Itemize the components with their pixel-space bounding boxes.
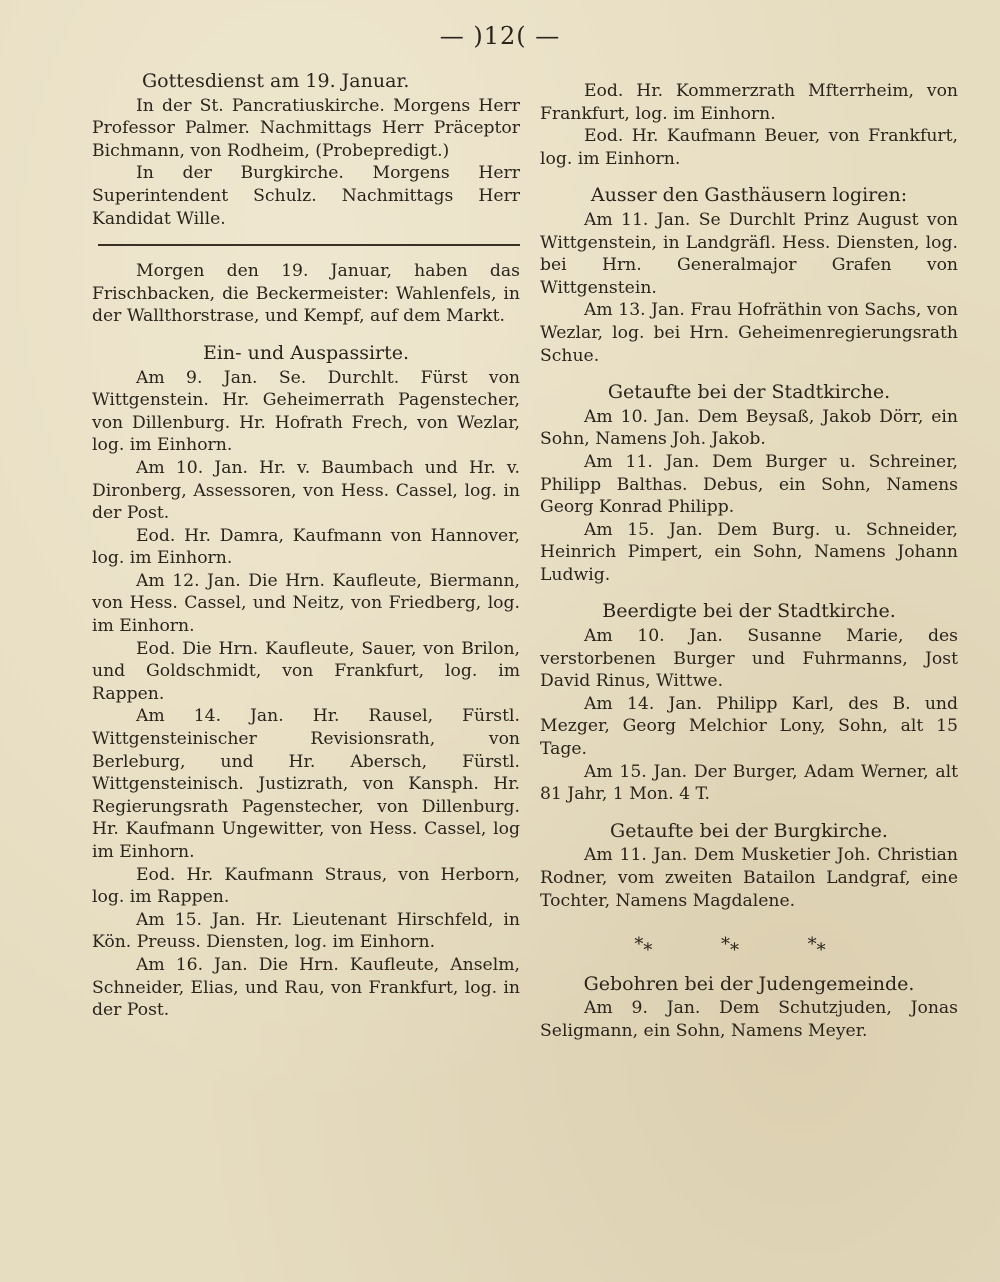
divider-rule <box>98 244 520 246</box>
asterism-mark: *⁎ <box>807 934 826 956</box>
paragraph: Eod. Hr. Kaufmann Straus, von Herborn, log. im Rappen. <box>92 864 520 908</box>
paragraph: Am 15. Jan. Hr. Lieutenant Hirschfeld, in Kön. Preuss. Diensten, log. im Einhorn. <box>92 909 520 953</box>
section-getaufte-stadtkirche <box>540 381 958 586</box>
asterism-mark: *⁎ <box>634 934 653 956</box>
paragraph: Am 10. Jan. Hr. v. Baumbach und Hr. v. Dironberg, Assessoren, von Hess. Cassel, log. in der Post. <box>92 457 520 524</box>
paragraph: Am 15. Jan. Dem Burg. u. Schneider, Heinrich Pimpert, ein Sohn, Namens Johann Ludwig. <box>540 519 958 585</box>
paragraph: Eod. Hr. Kaufmann Beuer, von Frankfurt, log. im Einhorn. <box>540 126 958 169</box>
paragraph: Am 11. Jan. Dem Musketier Joh. Christian Rodner, vom zweiten Batailon Landgraf, eine Tochter, Namens Magdalene. <box>540 845 958 911</box>
paragraph: Am 9. Jan. Dem Schutzjuden, Jonas Seligmann, ein Sohn, Namens Meyer. <box>540 998 958 1041</box>
section-passirte <box>92 342 520 1022</box>
section-heading: Ausser den Gasthäusern logiren: <box>590 184 908 207</box>
section-heading: Ein- und Auspassirte. <box>202 341 410 364</box>
section-judengemeinde <box>540 973 958 1043</box>
paragraph: Am 14. Jan. Hr. Rausel, Fürstl. Wittgensteinischer Revisionsrath, von Berleburg, und Hr. Abersch, Fürstl. Wittgensteinisch. Justizrath, von Kansph. Hr. Regierungsrath Pagenstecher, von Dillenburg. Hr. Kaufmann Ungewitter, von Hess. Cassel, log im Einhorn. <box>92 706 520 862</box>
section-heading: Gebohren bei der Judengemeinde. <box>583 972 915 995</box>
paragraph: Eod. Die Hrn. Kaufleute, Sauer, von Brilon, und Goldschmidt, von Frankfurt, log. im Rappen. <box>92 638 520 704</box>
section-continued <box>540 80 958 170</box>
paragraph: Am 13. Jan. Frau Hofräthin von Sachs, von Wezlar, log. bei Hrn. Geheimenregierungsrath Schue. <box>540 300 958 366</box>
section-heading: Gottesdienst am 19. Januar. <box>142 70 410 92</box>
paragraph: In der St. Pancratiuskirche. Morgens Herr Professor Palmer. Nachmittags Herr Präceptor Bichmann, von Rodheim, (Probepredigt.) <box>92 95 520 161</box>
section-heading: Getaufte bei der Burgkirche. <box>610 819 888 842</box>
paragraph: Eod. Hr. Kommerzrath Mfterrheim, von Frankfurt, log. im Einhorn. <box>540 81 958 124</box>
paragraph: Eod. Hr. Damra, Kaufmann von Hannover, log. im Einhorn. <box>92 525 520 569</box>
section-heading: Getaufte bei der Stadtkirche. <box>607 381 891 404</box>
page-number: — )12( — <box>439 22 561 50</box>
section-heading: Beerdigte bei der Stadtkirche. <box>602 600 896 623</box>
paragraph: Am 16. Jan. Die Hrn. Kaufleute, Anselm, Schneider, Elias, und Rau, von Frankfurt, log. in der Post. <box>92 954 520 1021</box>
paragraph: Am 14. Jan. Philipp Karl, des B. und Mezger, Georg Melchior Lony, Sohn, alt 15 Tage. <box>540 693 958 760</box>
paragraph: Am 15. Jan. Der Burger, Adam Werner, alt 81 Jahr, 1 Mon. 4 T. <box>540 761 958 805</box>
section-beerdigte-stadtkirche <box>540 600 958 805</box>
left-column <box>92 70 520 1036</box>
paragraph: Am 11. Jan. Dem Burger u. Schreiner, Philipp Balthas. Debus, ein Sohn, Namens Georg Konrad Philipp. <box>540 451 958 518</box>
section-frischbacken <box>92 260 520 328</box>
paragraph: In der Burgkirche. Morgens Herr Superintendent Schulz. Nachmittags Herr Kandidat Wille. <box>92 163 520 229</box>
asterism-mark: *⁎ <box>720 934 739 956</box>
right-column <box>540 80 958 1057</box>
paragraph: Morgen den 19. Januar, haben das Frischbacken, die Beckermeister: Wahlenfels, in der Wallthorstrase, und Kempf, auf dem Markt. <box>92 261 520 327</box>
section-gasthaeuser <box>540 184 958 367</box>
paragraph: Am 10. Jan. Susanne Marie, des verstorbenen Burger und Fuhrmanns, Jost David Rinus, Wittwe. <box>540 626 958 692</box>
section-gottesdienst <box>92 70 520 230</box>
asterism-separator <box>600 934 860 957</box>
paragraph: Am 10. Jan. Dem Beysaß, Jakob Dörr, ein Sohn, Namens Joh. Jakob. <box>540 406 958 450</box>
paragraph: Am 12. Jan. Die Hrn. Kaufleute, Biermann, von Hess. Cassel, und Neitz, von Friedberg, log. im Einhorn. <box>92 570 520 637</box>
paragraph: Am 11. Jan. Se Durchlt Prinz August von Wittgenstein, in Landgräfl. Hess. Diensten, log. bei Hrn. Generalmajor Grafen von Wittgenstein. <box>540 209 958 298</box>
section-getaufte-burgkirche <box>540 820 958 912</box>
paragraph: Am 9. Jan. Se. Durchlt. Fürst von Wittgenstein. Hr. Geheimerrath Pagenstecher, von Dillenburg. Hr. Hofrath Frech, von Wezlar, log. im Einhorn. <box>92 367 520 456</box>
